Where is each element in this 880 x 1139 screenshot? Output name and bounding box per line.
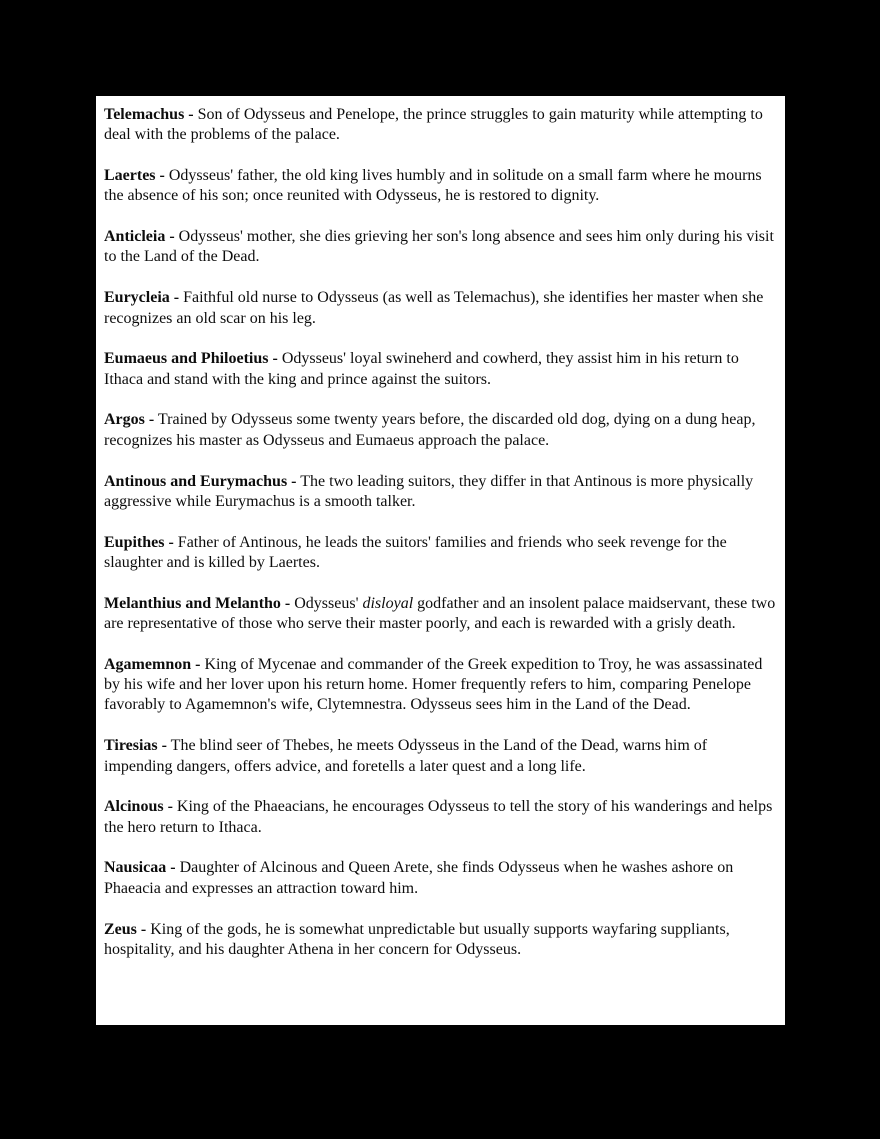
character-description-segment: King of the gods, he is somewhat unpredictable but usually supports wayfaring suppliants, hospitality, and his daughter Athena in her concern for Odysseus. <box>104 920 730 958</box>
character-description-segment: The blind seer of Thebes, he meets Odysseus in the Land of the Dead, warns him of impending dangers, offers advice, and foretells a later quest and a long life. <box>104 737 708 775</box>
character-entry <box>104 797 777 838</box>
character-entry <box>104 166 777 207</box>
character-entry <box>104 736 777 777</box>
character-description-segment: Trained by Odysseus some twenty years before, the discarded old dog, dying on a dung heap, recognizes his master as Odysseus and Eumaeus approach the palace. <box>104 411 756 449</box>
character-description-segment: King of Mycenae and commander of the Greek expedition to Troy, he was assassinated by his wife and her lover upon his return home. Homer frequently refers to him, comparing Penelope favorably to Agamemnon's wife, Clytemnestra. Odysseus sees him in the Land of the Dead. <box>104 655 763 714</box>
character-name: Anticleia - <box>104 228 175 246</box>
character-entry <box>104 410 777 451</box>
character-name: Melanthius and Melantho - <box>104 594 291 612</box>
character-description-segment: The two leading suitors, they differ in that Antinous is more physically aggressive while Eurymachus is a smooth talker. <box>104 472 754 510</box>
character-entry <box>104 594 777 635</box>
character-name: Telemachus - <box>104 106 194 123</box>
character-name: Eurycleia - <box>104 289 180 307</box>
character-name: Eupithes - <box>104 533 174 551</box>
character-name: Eumaeus and Philoetius - <box>104 350 278 368</box>
character-name: Nausicaa - <box>104 859 176 877</box>
character-entry <box>104 288 777 329</box>
character-entry <box>104 105 777 146</box>
character-name: Argos - <box>104 411 155 429</box>
character-description-segment: Son of Odysseus and Penelope, the prince struggles to gain maturity while attempting to deal with the problems of the palace. <box>104 106 763 144</box>
character-entry <box>104 655 777 716</box>
character-description-segment: Daughter of Alcinous and Queen Arete, she finds Odysseus when he washes ashore on Phaeacia and expresses an attraction toward him. <box>104 859 734 897</box>
character-description-segment: godfather and an insolent palace maidservant, these two are representative of those who serve their master poorly, and each is rewarded with a grisly death. <box>104 594 776 633</box>
character-description-segment: Faithful old nurse to Odysseus (as well as Telemachus), she identifies her master when she recognizes an old scar on his leg. <box>104 289 764 327</box>
character-entry <box>104 858 777 899</box>
character-name: Zeus - <box>104 920 147 938</box>
character-description-segment: King of the Phaeacians, he encourages Odysseus to tell the story of his wanderings and helps the hero return to Ithaca. <box>104 798 773 836</box>
character-name: Agamemnon - <box>104 655 201 673</box>
character-name: Tiresias - <box>104 737 167 755</box>
character-entry <box>104 472 777 513</box>
character-name: Laertes - <box>104 167 165 185</box>
character-name: Antinous and Eurymachus - <box>104 472 297 490</box>
character-entry <box>104 533 777 574</box>
document-page <box>96 96 785 1025</box>
character-list <box>104 105 777 960</box>
character-description-segment: Odysseus' mother, she dies grieving her son's long absence and sees him only during his visit to the Land of the Dead. <box>104 228 774 266</box>
character-description-segment: disloyal <box>362 594 414 612</box>
character-description-segment: Odysseus' <box>290 594 363 612</box>
character-name: Alcinous - <box>104 798 173 816</box>
character-description-segment: Odysseus' loyal swineherd and cowherd, they assist him in his return to Ithaca and stand with the king and prince against the suitors. <box>104 350 739 388</box>
character-entry <box>104 920 777 961</box>
character-description-segment: Father of Antinous, he leads the suitors' families and friends who seek revenge for the slaughter and is killed by Laertes. <box>104 533 727 571</box>
character-entry <box>104 349 777 390</box>
character-entry <box>104 227 777 268</box>
character-description-segment: Odysseus' father, the old king lives humbly and in solitude on a small farm where he mourns the absence of his son; once reunited with Odysseus, he is restored to dignity. <box>104 167 762 205</box>
